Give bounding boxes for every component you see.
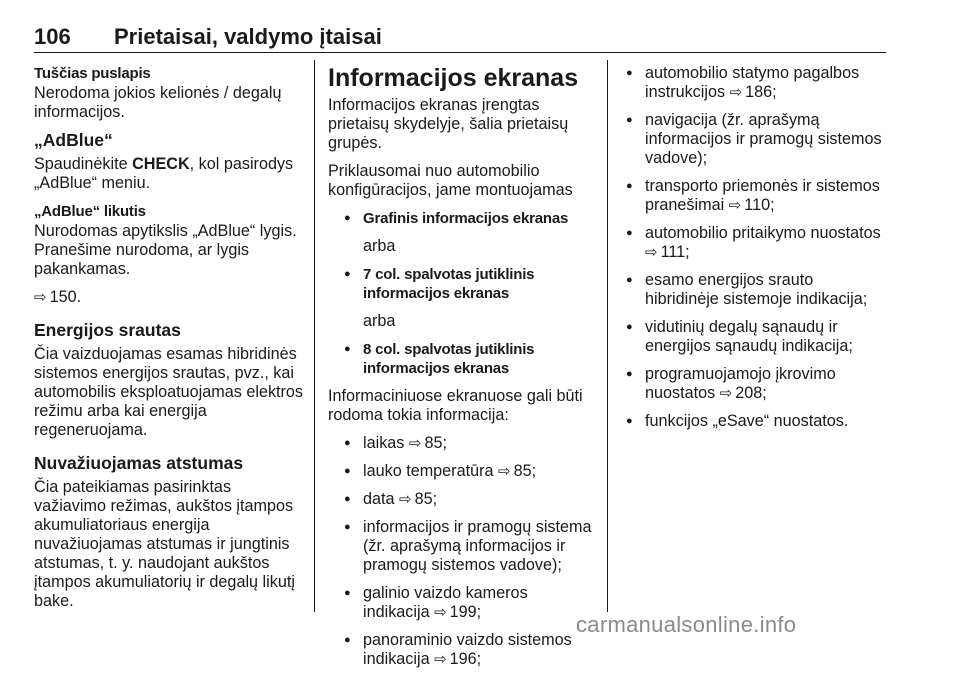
column-middle	[328, 64, 596, 678]
reference-page: 111;	[660, 243, 690, 261]
list-item-text: automobilio statymo pagalbos instrukcijos	[645, 64, 860, 101]
page-header	[34, 14, 886, 53]
reference-page: 85;	[424, 434, 447, 452]
page-reference-arrow-icon	[645, 243, 661, 261]
list-item	[622, 271, 888, 309]
adblue-residue-reference[interactable]	[34, 288, 306, 307]
empty-page-heading: Tuščias puslapis	[34, 65, 151, 82]
column-divider-1	[314, 60, 315, 612]
page-reference-arrow-icon	[434, 603, 450, 621]
display-type-item: ● 7 col. spalvotas jutiklinis informacijos ekranas	[340, 265, 596, 303]
list-item-text: navigacija (žr. aprašymą informacijos ir pramogų sistemos vadove);	[645, 111, 882, 167]
column-left	[34, 64, 306, 620]
info-display-heading: Informacijos ekranas	[328, 64, 579, 92]
list-item-text: galinio vaizdo kameros indikacija	[363, 584, 528, 621]
or-label: arba	[363, 312, 396, 330]
list-item[interactable]	[340, 631, 596, 669]
list-item[interactable]	[340, 462, 596, 481]
or-label: arba	[363, 237, 396, 255]
display-type-list	[328, 265, 596, 303]
list-item[interactable]	[622, 224, 888, 262]
display-type-item: ● 8 col. spalvotas jutiklinis informacijos ekranas	[340, 340, 596, 378]
adblue-residue-heading: „AdBlue“ likutis	[34, 203, 146, 220]
list-item-text: programuojamojo įkrovimo nuostatos	[645, 365, 836, 402]
display-type-list	[328, 209, 596, 228]
range-heading: Nuvažiuojamas atstumas	[34, 453, 244, 473]
reference-page: 110;	[744, 196, 775, 214]
reference-page: 150.	[49, 288, 82, 306]
page-reference-arrow-icon	[409, 434, 425, 452]
list-item-text: funkcijos „eSave“ nuostatos.	[645, 412, 849, 430]
energy-flow-heading: Energijos srautas	[34, 320, 181, 340]
page-reference-arrow-icon	[720, 384, 736, 402]
list-item-text: esamo energijos srauto hibridinėje sistemoje indikacija;	[645, 271, 868, 308]
reference-page: 208;	[735, 384, 767, 402]
info-item-list-continued	[622, 64, 888, 431]
adblue-heading: „AdBlue“	[34, 130, 113, 150]
list-item-text: data	[363, 490, 400, 508]
page-reference-arrow-icon	[498, 462, 514, 480]
list-item	[340, 518, 596, 575]
range-text: Čia pateikiamas pasirinktas važiavimo režimas, aukštos įtampos akumuliatoriaus energija nuvažiuojamas atstumas ir jungtinis atstumas, t. y. naudojant aukštos įtampos akumuliatorių ir degalų likutį bake.	[34, 478, 295, 610]
display-type-list	[328, 340, 596, 378]
info-item-list	[328, 434, 596, 669]
reference-page: 186;	[745, 83, 777, 101]
info-list-intro: Informaciniuose ekranuose gali būti rodoma tokia informacija:	[328, 387, 583, 424]
list-item-text: transporto priemonės ir sistemos pranešimai	[645, 177, 880, 214]
list-item	[622, 412, 888, 431]
list-item-text: laikas	[363, 434, 409, 452]
adblue-residue-text: Nurodomas apytikslis „AdBlue“ lygis. Pranešime nurodoma, ar lygis pakankamas.	[34, 222, 297, 278]
list-item	[622, 318, 888, 356]
list-item[interactable]	[622, 365, 888, 403]
page-reference-arrow-icon	[730, 83, 746, 101]
page-reference-arrow-icon	[729, 196, 745, 214]
display-type-item: ● Grafinis informacijos ekranas	[340, 209, 596, 228]
column-divider-2	[607, 60, 608, 612]
adblue-text-post: , kol pasirodys „AdBlue“ meniu.	[34, 155, 294, 192]
adblue-text	[34, 155, 306, 193]
page-reference-arrow-icon	[34, 288, 50, 306]
list-item-text: lauko temperatūra	[363, 462, 498, 480]
column-right	[622, 64, 888, 440]
reference-page: 196;	[449, 650, 482, 668]
list-item	[622, 111, 888, 168]
page-reference-arrow-icon	[399, 490, 415, 508]
info-display-intro: Informacijos ekranas įrengtas prietaisų skydelyje, šalia prietaisų grupės.	[328, 96, 569, 152]
watermark: carmanualsonline.info	[576, 612, 797, 637]
list-item-text: vidutinių degalų sąnaudų ir energijos sąnaudų indikacija;	[645, 318, 853, 355]
list-item-text: automobilio pritaikymo nuostatos	[645, 224, 881, 242]
page-number: 106	[34, 24, 71, 49]
list-item[interactable]	[622, 177, 888, 215]
page-reference-arrow-icon	[434, 650, 450, 668]
list-item[interactable]	[340, 584, 596, 622]
check-key-label: CHECK	[132, 155, 190, 173]
reference-page: 199;	[449, 603, 482, 621]
list-item[interactable]	[340, 434, 596, 453]
reference-page: 85;	[513, 462, 537, 480]
list-item[interactable]	[622, 64, 888, 102]
list-item[interactable]	[340, 490, 596, 509]
adblue-text-pre: Spaudinėkite	[34, 155, 133, 173]
list-item-text: panoraminio vaizdo sistemos indikacija	[363, 631, 572, 668]
reference-page: 85;	[414, 490, 438, 508]
energy-flow-text: Čia vaizduojamas esamas hibridinės sistemos energijos srautas, pvz., kai automobilis eksploatuojamas elektros režimu arba kai energija regeneruojama.	[34, 345, 304, 439]
page-title: Prietaisai, valdymo įtaisai	[114, 24, 382, 49]
empty-page-text: Nerodoma jokios kelionės / degalų informacijos.	[34, 84, 282, 121]
info-display-config: Priklausomai nuo automobilio konfigūracijos, jame montuojamas	[328, 162, 573, 199]
list-item-text: informacijos ir pramogų sistema (žr. aprašymą informacijos ir pramogų sistemos vadove);	[363, 518, 592, 574]
